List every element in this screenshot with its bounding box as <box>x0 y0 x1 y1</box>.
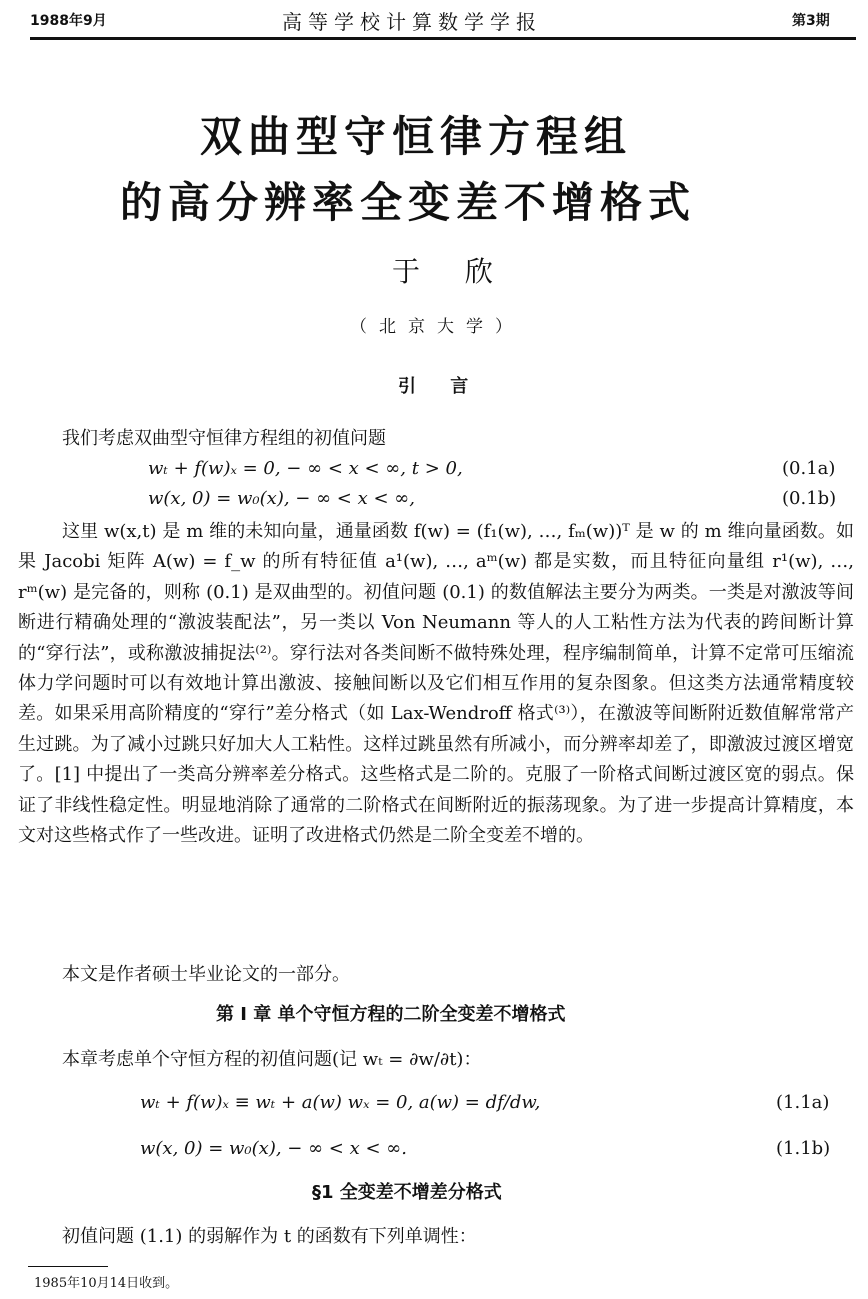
intro-paragraph-3: 本文是作者硕士毕业论文的一部分。 <box>62 964 350 985</box>
equation-1-1a: wₜ + f(w)ₓ ≡ wₜ + a(w) wₓ = 0, a(w) = df/dw, <box>140 1092 541 1113</box>
author-name: 于 欣 <box>392 255 511 288</box>
paper-title-line2: 的高分辨率全变差不增格式 <box>120 178 697 227</box>
footnote-received-date: 1985年10月14日收到。 <box>34 1276 179 1291</box>
header-rule <box>30 37 856 40</box>
equation-1-1b: w(x, 0) = w₀(x), − ∞ < x < ∞. <box>140 1138 408 1159</box>
chapter-1-heading: 第 I 章 单个守恒方程的二阶全变差不增格式 <box>216 1004 566 1025</box>
section-1-heading: §1 全变差不增差分格式 <box>312 1182 502 1203</box>
section-1-paragraph-1: 初值问题 (1.1) 的弱解作为 t 的函数有下列单调性： <box>62 1226 477 1247</box>
equation-number-1-1b: (1.1b) <box>776 1138 831 1159</box>
header-date: 1988年9月 <box>30 13 107 29</box>
equation-number-0-1b: (0.1b) <box>782 488 837 509</box>
journal-name: 高等学校计算数学学报 <box>282 10 542 34</box>
intro-paragraph-1: 我们考虑双曲型守恒律方程组的初值问题 <box>62 428 386 449</box>
header-issue: 第3期 <box>792 13 830 29</box>
equation-number-0-1a: (0.1a) <box>782 458 836 479</box>
paper-title-line1: 双曲型守恒律方程组 <box>200 112 633 161</box>
equation-number-1-1a: (1.1a) <box>776 1092 830 1113</box>
equation-0-1b: w(x, 0) = w₀(x), − ∞ < x < ∞, <box>148 488 416 509</box>
chapter-1-paragraph-1: 本章考虑单个守恒方程的初值问题(记 wₜ = ∂w/∂t)： <box>62 1049 482 1070</box>
intro-paragraph-2: 这里 w(x,t) 是 m 维的未知向量，通量函数 f(w) = (f₁(w), …, fₘ(w))ᵀ 是 w 的 m 维向量函数。如果 Jacobi 矩阵 A(w) = f_w 的所有特征值 a¹(w), …, aᵐ(w) 都是实数，而且特征向量组 r¹(w), …, rᵐ(w) 是完备的，则称 (0.1) 是双曲型的。初值问题 (0.1) 的数值解法主要分为两类。一类是对激波等间断进行精确处理的“激波装配法”，另一类以 Von Neumann 等人的人工粘性方法为代表的跨间断计算的“穿行法”，或称激波捕捉法⁽²⁾。穿行法对各类间断不做特殊处理，程序编制简单，计算不定常可压缩流体力学问题时可以有效地计算出激波、接触间断以及它们相互作用的复杂图象。但这类方法通常精度较差。如果采用高阶精度的“穿行”差分格式（如 Lax-Wendroff 格式⁽³⁾），在激波等间断附近数值解常常产生过跳。为了减小过跳只好加大人工粘性。这样过跳虽然有所减小，而分辨率却差了，即激波过渡区增宽了。[1] 中提出了一类高分辨率差分格式。这些格式是二阶的。克服了一阶格式间断过渡区宽的弱点。保证了非线性稳定性。明显地消除了通常的二阶格式在间断附近的振荡现象。为了进一步提高计算精度，本文对这些格式作了一些改进。证明了改进格式仍然是二阶全变差不增的。 <box>18 521 854 847</box>
affiliation: （北京大学） <box>350 317 524 337</box>
footnote-rule <box>28 1266 108 1267</box>
equation-0-1a: wₜ + f(w)ₓ = 0, − ∞ < x < ∞, t > 0, <box>148 458 463 479</box>
intro-heading: 引 言 <box>398 376 483 397</box>
